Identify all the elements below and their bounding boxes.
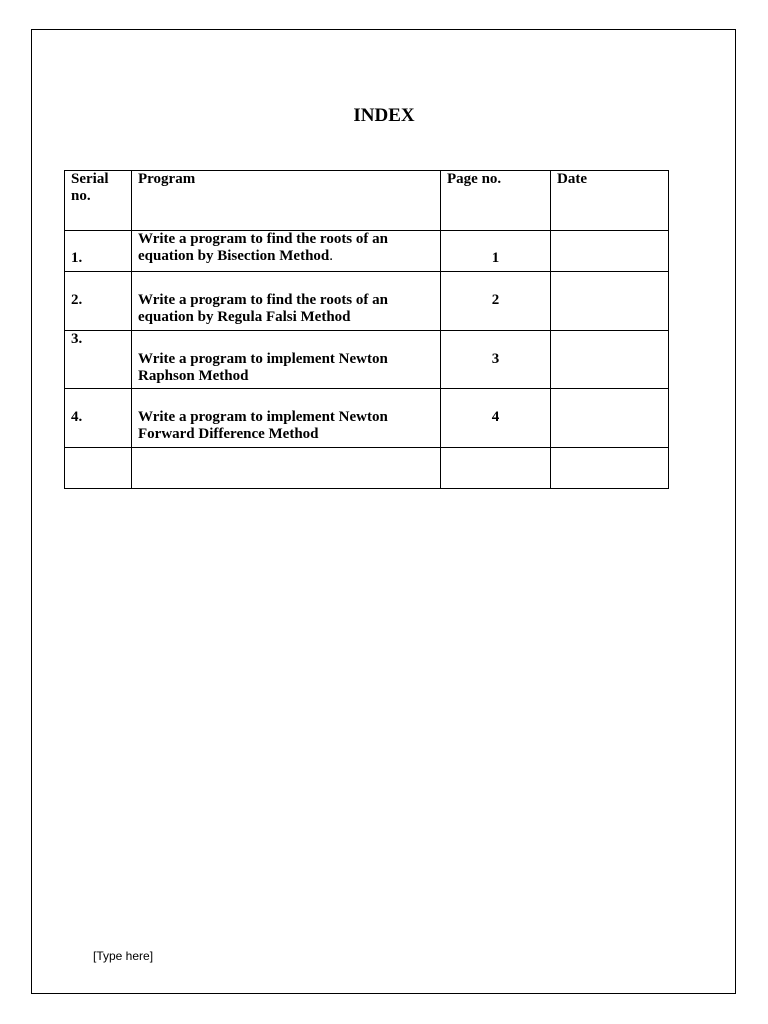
page-number: 1 bbox=[491, 250, 500, 266]
table-row bbox=[65, 231, 669, 272]
program-cell bbox=[132, 389, 441, 448]
date-cell bbox=[551, 231, 669, 272]
program-line: Write a program to find the roots of an bbox=[138, 231, 388, 247]
serial-cell bbox=[65, 272, 132, 331]
table-header-row bbox=[65, 171, 669, 231]
page-number: 2 bbox=[491, 292, 500, 308]
program-line: Write a program to find the roots of an bbox=[138, 292, 388, 308]
program-cell bbox=[132, 448, 441, 489]
program-line: equation by Bisection Method bbox=[138, 248, 330, 264]
page-cell bbox=[441, 231, 551, 272]
serial-number: 4. bbox=[71, 409, 83, 425]
serial-cell bbox=[65, 331, 132, 389]
program-line: Raphson Method bbox=[138, 368, 249, 384]
page-cell bbox=[441, 389, 551, 448]
header-serial: Serial no. bbox=[65, 171, 132, 231]
serial-cell bbox=[65, 389, 132, 448]
serial-cell bbox=[65, 448, 132, 489]
program-line: Write a program to implement Newton bbox=[138, 351, 388, 367]
serial-number: 1. bbox=[71, 250, 83, 266]
table-row bbox=[65, 448, 669, 489]
program-line: Write a program to implement Newton bbox=[138, 409, 388, 425]
table-row bbox=[65, 331, 669, 389]
table-row bbox=[65, 389, 669, 448]
page-title: INDEX bbox=[353, 105, 415, 126]
page-cell bbox=[441, 448, 551, 489]
program-cell bbox=[132, 231, 441, 272]
program-suffix: . bbox=[329, 248, 334, 264]
serial-number: 3. bbox=[71, 331, 83, 347]
page-cell bbox=[441, 331, 551, 389]
header-program: Program bbox=[132, 171, 441, 231]
page-cell bbox=[441, 272, 551, 331]
footer-placeholder[interactable]: [Type here] bbox=[93, 949, 154, 963]
serial-cell bbox=[65, 231, 132, 272]
program-cell bbox=[132, 272, 441, 331]
date-cell bbox=[551, 331, 669, 389]
page-number: 3 bbox=[491, 351, 500, 367]
header-page: Page no. bbox=[441, 171, 551, 231]
program-line: equation by Regula Falsi Method bbox=[138, 309, 351, 325]
index-table bbox=[64, 170, 669, 489]
page-number: 4 bbox=[491, 409, 500, 425]
date-cell bbox=[551, 448, 669, 489]
serial-number: 2. bbox=[71, 292, 83, 308]
program-cell bbox=[132, 331, 441, 389]
date-cell bbox=[551, 389, 669, 448]
table-row bbox=[65, 272, 669, 331]
date-cell bbox=[551, 272, 669, 331]
header-date: Date bbox=[551, 171, 669, 231]
program-line: Forward Difference Method bbox=[138, 426, 319, 442]
